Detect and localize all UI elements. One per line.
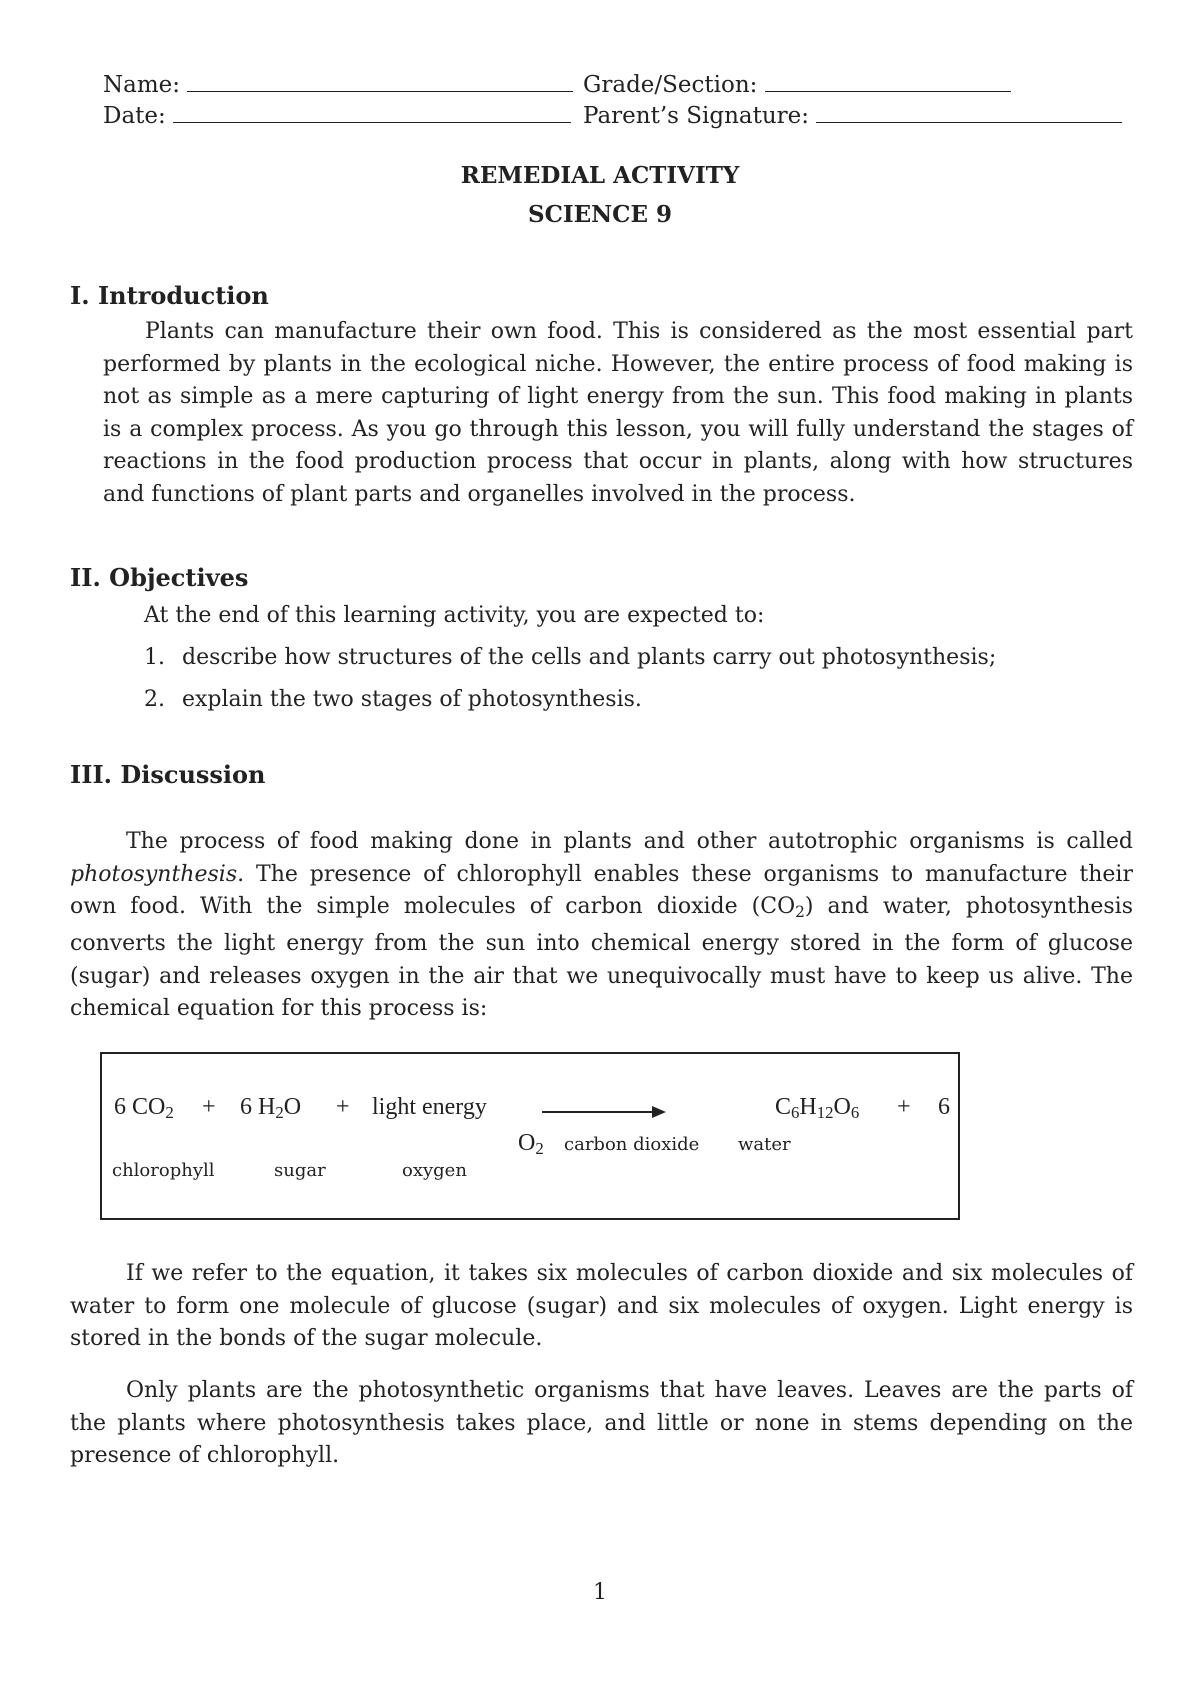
grade-field xyxy=(583,72,1011,98)
objectives-intro: At the end of this learning activity, you are expected to: xyxy=(144,603,765,628)
chemical-equation-box xyxy=(100,1052,960,1220)
label-water: water xyxy=(738,1134,791,1155)
objectives-heading: II. Objectives xyxy=(70,563,249,592)
objective-text: explain the two stages of photosynthesis. xyxy=(182,687,642,712)
label-carbon-dioxide: carbon dioxide xyxy=(564,1134,700,1155)
discussion-paragraph-2: If we refer to the equation, it takes six molecules of carbon dioxide and six molecules of water to form one molecule of glucose (sugar) and six molecules of oxygen. Light energy is stored in the bonds of the sugar molecule. xyxy=(70,1261,1133,1351)
parent-signature-field xyxy=(583,103,1122,129)
reactant-co2: 6 $CO_2$ xyxy=(114,1094,174,1123)
date-label: Date: xyxy=(103,103,166,129)
parent-signature-line[interactable] xyxy=(816,121,1122,123)
p1-text-end: ) and water, photosynthesis converts the light energy from the sun into chemical energy stored in the form of glucose (sugar) and releases oxygen in the air that we unequivocally must have to keep us alive. The chemical equation for this process is: xyxy=(70,894,1134,1022)
grade-line[interactable] xyxy=(765,90,1011,92)
name-field xyxy=(103,72,573,98)
title-line2: SCIENCE 9 xyxy=(527,201,673,228)
introduction-paragraph: Plants can manufacture their own food. This is considered as the most essential part performed by plants in the ecological niche. However, the entire process of food making is not as simple as a mere capturing of light energy from the sun. This food making in plants is a complex process. As you go through this lesson, you will fully understand the stages of reactions in the food production process that occur in plants, along with how structures and functions of plant parts and organelles involved in the process. xyxy=(103,319,1133,507)
label-chlorophyll: chlorophyll xyxy=(112,1160,215,1181)
product-glucose: $C_6H_{12}O_6$ xyxy=(775,1094,860,1123)
co2-subscript: 2 xyxy=(795,902,805,921)
discussion-paragraph-1 xyxy=(70,826,1133,1026)
plus-sign: + xyxy=(336,1094,350,1120)
name-line[interactable] xyxy=(187,90,573,92)
label-oxygen: oxygen xyxy=(402,1160,467,1181)
product-coefficient: 6 xyxy=(938,1094,950,1120)
light-energy: light energy xyxy=(372,1094,487,1120)
discussion-heading: III. Discussion xyxy=(70,760,266,789)
objective-number: 2. xyxy=(144,687,165,712)
page-number: 1 xyxy=(593,1580,607,1605)
grade-label: Grade/Section: xyxy=(583,72,758,98)
plus-sign: + xyxy=(897,1094,911,1120)
name-label: Name: xyxy=(103,72,181,98)
introduction-heading: I. Introduction xyxy=(70,281,269,310)
objective-text: describe how structures of the cells and plants carry out photosynthesis; xyxy=(182,645,997,670)
p1-text-start: The process of food making done in plants and other autotrophic organisms is called xyxy=(126,829,1133,854)
discussion-paragraph-3: Only plants are the photosynthetic organisms that have leaves. Leaves are the parts of the plants where photosynthesis takes place, and little or none in stems depending on the presence of chlorophyll. xyxy=(70,1378,1133,1468)
objective-item-1 xyxy=(144,642,996,675)
objective-number: 1. xyxy=(144,645,165,670)
product-o2: $O_2$ xyxy=(518,1130,544,1159)
reactant-h2o: 6 $H_2O$ xyxy=(240,1094,302,1123)
objective-item-2 xyxy=(144,684,642,717)
date-line[interactable] xyxy=(173,121,571,123)
photosynthesis-term: photosynthesis xyxy=(70,861,238,887)
reaction-arrow-icon xyxy=(540,1103,670,1121)
label-sugar: sugar xyxy=(274,1160,326,1181)
parent-signature-label: Parent’s Signature: xyxy=(583,103,810,129)
date-field xyxy=(103,103,571,129)
plus-sign: + xyxy=(202,1094,216,1120)
p1-text-middle: . The presence of chlorophyll enables these organisms to manufacture their own food. With the simple molecules of carbon dioxide (CO xyxy=(70,861,1133,919)
title-line1: REMEDIAL ACTIVITY xyxy=(460,162,740,189)
